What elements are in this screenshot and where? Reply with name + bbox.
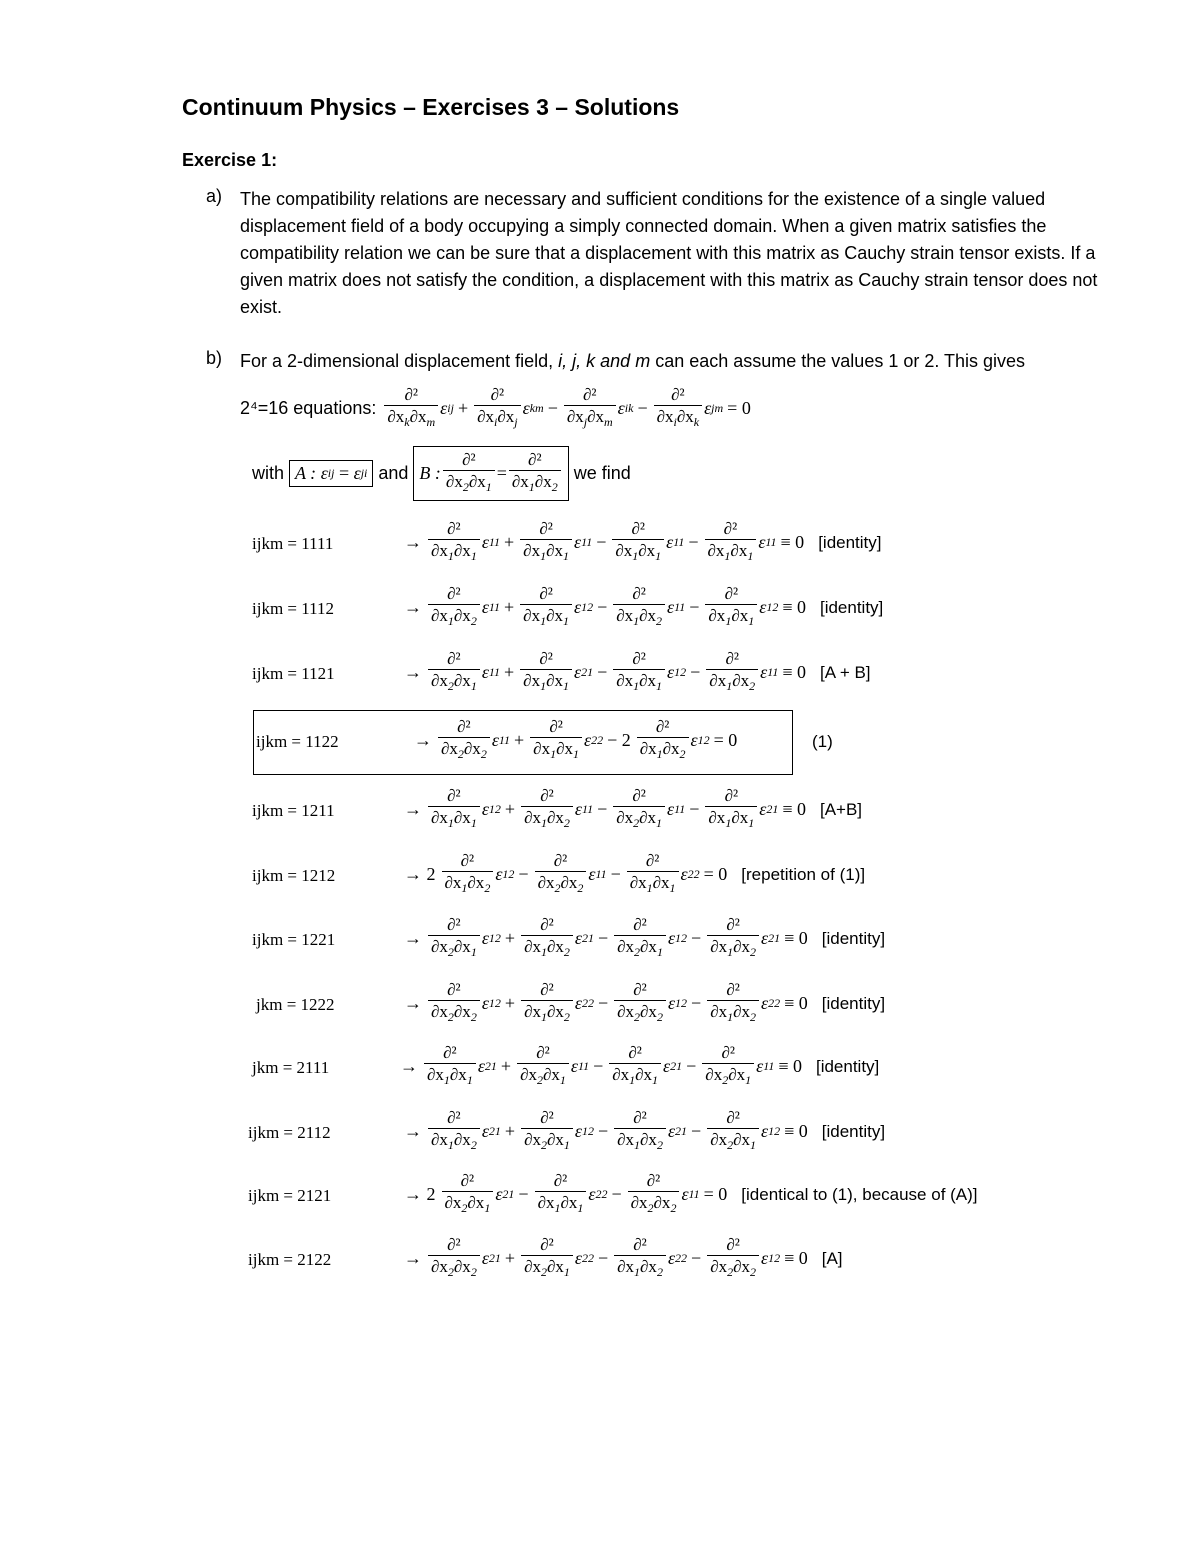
row-note: [repetition of (1)] bbox=[741, 864, 866, 884]
row-label: ijkm = 2121 bbox=[248, 1186, 332, 1205]
page-title: Continuum Physics – Exercises 3 – Solutions bbox=[182, 94, 680, 120]
equation-row: → 2 $\frac{\text{∂²}}{\partial x_2\partial x_1}$ ε 21 − $\frac{\text{∂²}}{\partial x_1\partial x_1}$ ε 22 − $\frac{\text{∂²}}{\partial x_2\partial x_2}$ ε 11 = 0 [identical to (1), because of (A)] bbox=[400, 1170, 978, 1219]
equation-row: → $\frac{\text{∂²}}{\partial x_2\partial x_1}$ ε 11 + $\frac{\text{∂²}}{\partial x_1\partial x_1}$ ε 21 − $\frac{\text{∂²}}{\partial x_1\partial x_1}$ ε 12 − $\frac{\text{∂²}}{\partial x_1\partial x_2}$ ε 11 ≡ 0 [A + B] bbox=[400, 648, 871, 697]
row-note: [identity] bbox=[821, 993, 886, 1013]
equation-intro: 2⁴=16 equations: bbox=[240, 398, 377, 418]
exercise-heading: Exercise 1: bbox=[182, 150, 278, 170]
row-note: [A+B] bbox=[819, 799, 863, 819]
equation-row: → $\frac{\text{∂²}}{\partial x_2\partial x_1}$ ε 12 + $\frac{\text{∂²}}{\partial x_1\partial x_2}$ ε 21 − $\frac{\text{∂²}}{\partial x_2\partial x_1}$ ε 12 − $\frac{\text{∂²}}{\partial x_1\partial x_2}$ ε 21 ≡ 0 [identity] bbox=[400, 914, 885, 963]
equation-row: → $\frac{\text{∂²}}{\partial x_2\partial x_2}$ ε 21 + $\frac{\text{∂²}}{\partial x_2\partial x_1}$ ε 22 − $\frac{\text{∂²}}{\partial x_1\partial x_2}$ ε 22 − $\frac{\text{∂²}}{\partial x_2\partial x_2}$ ε 12 ≡ 0 [A] bbox=[400, 1234, 843, 1283]
row-label: jkm = 2111 bbox=[252, 1058, 330, 1077]
row-label: ijkm = 1212 bbox=[252, 866, 336, 885]
part-b-text bbox=[240, 348, 1140, 375]
row-note: [identity] bbox=[821, 1121, 886, 1141]
row-label: ijkm = 2112 bbox=[248, 1123, 331, 1142]
equation-row: → $\frac{\text{∂²}}{\partial x_1\partial x_1}$ ε 21 + $\frac{\text{∂²}}{\partial x_2\partial x_1}$ ε 11 − $\frac{\text{∂²}}{\partial x_1\partial x_1}$ ε 21 − $\frac{\text{∂²}}{\partial x_2\partial x_1}$ ε 11 ≡ 0 [identity] bbox=[396, 1042, 879, 1091]
row-label: jkm = 1222 bbox=[256, 995, 335, 1014]
symmetry-conditions bbox=[252, 446, 631, 501]
row-label: ijkm = 1111 bbox=[252, 534, 334, 553]
equation-row: → $\frac{\text{∂²}}{\partial x_1\partial x_1}$ ε 11 + $\frac{\text{∂²}}{\partial x_1\partial x_1}$ ε 11 − $\frac{\text{∂²}}{\partial x_1\partial x_1}$ ε 11 − $\frac{\text{∂²}}{\partial x_1\partial x_1}$ ε 11 ≡ 0 [identity] bbox=[400, 518, 882, 567]
equation-row: → $\frac{\text{∂²}}{\partial x_1\partial x_2}$ ε 11 + $\frac{\text{∂²}}{\partial x_1\partial x_1}$ ε 12 − $\frac{\text{∂²}}{\partial x_1\partial x_2}$ ε 11 − $\frac{\text{∂²}}{\partial x_1\partial x_1}$ ε 12 ≡ 0 [identity] bbox=[400, 583, 883, 632]
part-b-marker: b) bbox=[206, 348, 223, 368]
condition-A-box: A : ε ij = ε ji bbox=[289, 460, 373, 487]
row-note: [A + B] bbox=[819, 662, 871, 682]
part-a-text: The compatibility relations are necessary and sufficient conditions for the existence of a single valued displacement field of a body occupying a simply connected domain. When a given matrix satisfies the compatibility relation we can be sure that a displacement with this matrix as Cauchy strain tensor exists. If a given matrix does not satisfy the condition, a displacement with this matrix as Cauchy strain tensor does not exist. bbox=[240, 189, 1098, 317]
row-note: [identity] bbox=[819, 597, 884, 617]
row-label: ijkm = 1211 bbox=[252, 801, 335, 820]
part-b-text-end: can each assume the values 1 or 2. This gives bbox=[650, 351, 1026, 371]
with-word: with bbox=[252, 463, 285, 483]
equation-row: → $\frac{\text{∂²}}{\partial x_2\partial x_2}$ ε 11 + $\frac{\text{∂²}}{\partial x_1\partial x_1}$ ε 22 − 2 $\frac{\text{∂²}}{\partial x_1\partial x_2}$ ε 12 = 0 bbox=[410, 716, 741, 765]
row-label: ijkm = 1121 bbox=[252, 664, 335, 683]
part-a-marker: a) bbox=[206, 186, 223, 206]
condition-A-label: A : bbox=[295, 463, 317, 483]
equation-row: → $\frac{\text{∂²}}{\partial x_1\partial x_2}$ ε 21 + $\frac{\text{∂²}}{\partial x_2\partial x_1}$ ε 12 − $\frac{\text{∂²}}{\partial x_1\partial x_2}$ ε 21 − $\frac{\text{∂²}}{\partial x_2\partial x_1}$ ε 12 ≡ 0 [identity] bbox=[400, 1107, 885, 1156]
row-label: ijkm = 1112 bbox=[252, 599, 334, 618]
general-equation: 2⁴=16 equations: $\frac{\text{∂²}}{\partial x_k\partial x_m}$ ε ij + $\frac{\text{∂²}}{\partial x_i\partial x_j}$ ε km − $\frac{\text{∂²}}{\partial x_j\partial x_m}$ ε ik − $\frac{\text{∂²}}{\partial x_i\partial x_k}$ ε jm = 0 bbox=[240, 384, 755, 433]
and-word: and bbox=[378, 463, 409, 483]
we-find-word: we find bbox=[573, 463, 631, 483]
condition-B-label: B : bbox=[419, 463, 441, 483]
row-note: [identity] bbox=[818, 532, 882, 552]
part-b-text-vars: i, j, k and m bbox=[558, 351, 651, 371]
equation-row: → 2 $\frac{\text{∂²}}{\partial x_1\partial x_2}$ ε 12 − $\frac{\text{∂²}}{\partial x_2\partial x_2}$ ε 11 − $\frac{\text{∂²}}{\partial x_1\partial x_1}$ ε 22 = 0 [repetition of (1)] bbox=[400, 850, 865, 899]
row-label: ijkm = 1221 bbox=[252, 930, 336, 949]
equation-number: (1) bbox=[812, 732, 833, 751]
row-note: [identity] bbox=[815, 1056, 880, 1076]
row-label: ijkm = 1122 bbox=[256, 732, 339, 751]
part-b-text-start: For a 2-dimensional displacement field, bbox=[240, 351, 559, 371]
condition-B-box: B : $\frac{\text{∂²}}{\partial x_2\partial x_1}$ = $\frac{\text{∂²}}{\partial x_1\partial x_2}$ bbox=[413, 446, 568, 501]
row-note: [A] bbox=[821, 1248, 843, 1268]
row-note: [identity] bbox=[821, 928, 886, 948]
row-label: ijkm = 2122 bbox=[248, 1250, 332, 1269]
row-note: [identical to (1), because of (A)] bbox=[741, 1184, 978, 1204]
equation-row: → $\frac{\text{∂²}}{\partial x_2\partial x_2}$ ε 12 + $\frac{\text{∂²}}{\partial x_1\partial x_2}$ ε 22 − $\frac{\text{∂²}}{\partial x_2\partial x_2}$ ε 12 − $\frac{\text{∂²}}{\partial x_1\partial x_2}$ ε 22 ≡ 0 [identity] bbox=[400, 979, 885, 1028]
equation-row: → $\frac{\text{∂²}}{\partial x_1\partial x_1}$ ε 12 + $\frac{\text{∂²}}{\partial x_1\partial x_2}$ ε 11 − $\frac{\text{∂²}}{\partial x_2\partial x_1}$ ε 11 − $\frac{\text{∂²}}{\partial x_1\partial x_1}$ ε 21 ≡ 0 [A+B] bbox=[400, 785, 862, 834]
